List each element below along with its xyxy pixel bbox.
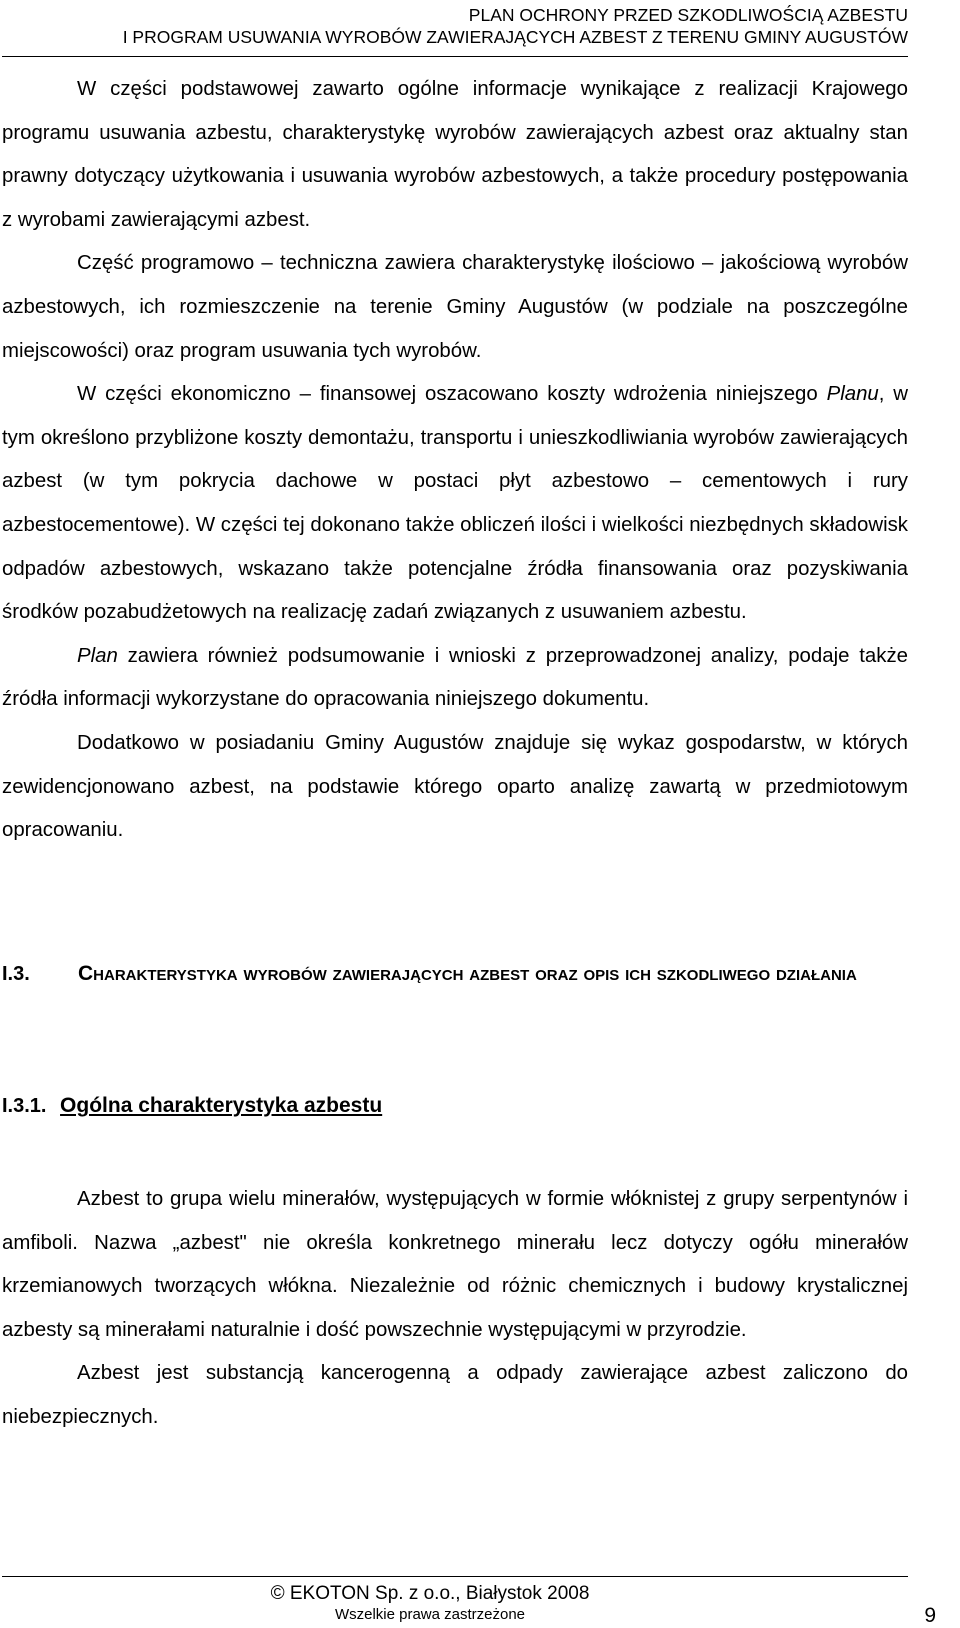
paragraph-technical-part: Część programowo – techniczna zawiera charakterystykę ilościowo – jakościową wyrobów azbestowych, ich rozmieszczenie na terenie Gminy Augustów (w podziale na poszczególne miejscowości) oraz program usuwania tych wyrobów. — [2, 252, 908, 362]
section-heading — [2, 948, 912, 1000]
running-header — [28, 4, 908, 48]
footer-copyright: © EKOTON Sp. z o.o., Białystok 2008 — [270, 1583, 590, 1604]
plan-italic: Planu — [826, 383, 879, 406]
paragraph-economic-start: W części ekonomiczno – finansowej oszacowano koszty wdrożenia niniejszego — [77, 383, 818, 406]
paragraph-summary — [2, 635, 908, 722]
footer-divider — [2, 1576, 908, 1577]
paragraph-asbestos-definition: Azbest to grupa wielu minerałów, występujących w formie włóknistej z grupy serpentynów i amfiboli. Nazwa „azbest" nie określa konkretnego minerału lecz dotyczy ogółu minerałów krzemianowych tworzących włókna. Niezależnie od różnic chemicznych i budowy krystalicznej azbesty są minerałami naturalnie i dość powszechnie występującymi w przyrodzie. — [2, 1188, 908, 1341]
header-divider — [2, 56, 908, 57]
paragraph-additional: Dodatkowo w posiadaniu Gminy Augustów znajduje się wykaz gospodarstw, w których zewidencjonowano azbest, na podstawie którego oparto analizę zawartą w przedmiotowym opracowaniu. — [2, 731, 908, 842]
footer-rights: Wszelkie prawa zastrzeżone — [334, 1606, 526, 1623]
paragraph-asbestos-hazard: Azbest jest substancją kancerogenną a odpady zawierające azbest zaliczono do niebezpiecznych. — [2, 1362, 908, 1428]
paragraph-economic-rest: , w tym określono przybliżone koszty demontażu, transportu i unieszkodliwiania wyrobów zawierających azbest (w tym pokrycia dachowe w postaci płyt azbestowo – cementowych i rury azbestocementowe). W części tej dokonano także obliczeń ilości i wielkości niezbędnych składowisk odpadów azbestowych, wskazano także potencjalne źródła finansowania oraz pozyskiwania środków pozabudżetowych na realizację zadań związanych z usuwaniem azbestu. — [2, 383, 909, 624]
introduction-text — [2, 68, 908, 853]
plan-italic-2: Plan — [77, 644, 118, 667]
asbestus-text — [2, 1178, 908, 1440]
section-title: Charakterystyka wyrobów zawierających azbest oraz opis ich szkodliwego działania — [78, 962, 857, 985]
page-number: 9 — [924, 1604, 936, 1627]
paragraph-economic-part — [2, 373, 908, 635]
header-line-2: I PROGRAM USUWANIA WYROBÓW ZAWIERAJĄCYCH AZBEST Z TERENU GMINY AUGUSTÓW — [122, 27, 908, 47]
header-line-1: PLAN OCHRONY PRZED SZKODLIWOŚCIĄ AZBESTU — [468, 5, 908, 25]
subsection-title: Ogólna charakterystyka azbestu — [60, 1094, 383, 1117]
paragraph-basic-part: W części podstawowej zawarto ogólne informacje wynikające z realizacji Krajowego programu usuwania azbestu, charakterystykę wyrobów zawierających azbest oraz aktualny stan prawny dotyczący użytkowania i usuwania wyrobów azbestowych, a także procedury postępowania z wyrobami zawierającymi azbest. — [2, 78, 908, 231]
paragraph-summary-rest: zawiera również podsumowanie i wnioski z przeprowadzonej analizy, podaje także źródła informacji wykorzystane do opracowania niniejszego dokumentu. — [2, 644, 908, 711]
subsection-heading — [2, 1094, 382, 1118]
section-number: I.3. — [2, 963, 30, 985]
subsection-number: I.3.1. — [2, 1095, 47, 1117]
footer — [0, 1582, 860, 1624]
